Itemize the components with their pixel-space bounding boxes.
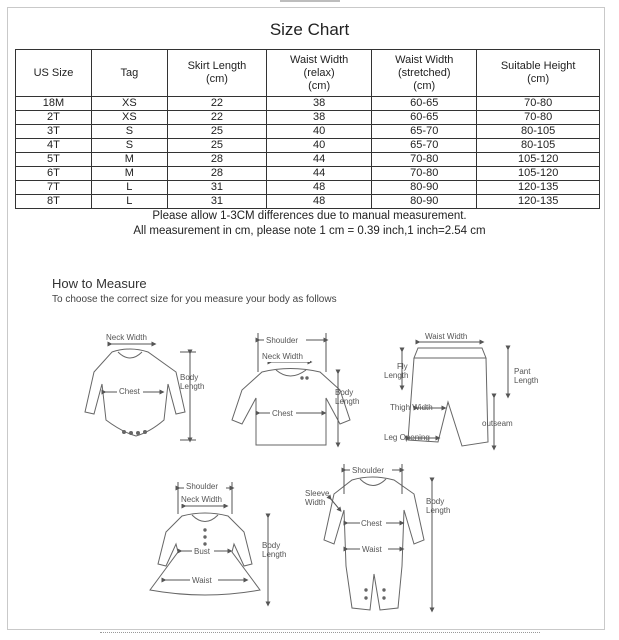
label-chest-2: Chest [272, 409, 293, 418]
table-cell: 2T [16, 111, 92, 125]
table-cell: 25 [167, 125, 266, 139]
table-cell: 48 [267, 181, 372, 195]
label-neck-width-1: Neck Width [106, 333, 147, 342]
table-cell: 18M [16, 97, 92, 111]
label-body-1b: Length [180, 382, 205, 391]
table-cell: 80-105 [477, 125, 600, 139]
table-cell: 40 [267, 139, 372, 153]
page-title: Size Chart [269, 20, 350, 39]
how-to-measure-subtitle: To choose the correct size for you measure your body as follows [52, 294, 337, 305]
table-cell: 38 [267, 111, 372, 125]
table-cell: 48 [267, 195, 372, 209]
label-pant-length: Length [514, 376, 539, 385]
column-header-line: Waist Width [395, 53, 454, 66]
label-body-4a: Body [426, 497, 445, 506]
table-cell: 120-135 [477, 195, 600, 209]
table-cell: 105-120 [477, 153, 600, 167]
table-cell: XS [91, 111, 167, 125]
label-fly: Fly [397, 362, 408, 371]
table-cell: 80-105 [477, 139, 600, 153]
table-cell: 31 [167, 195, 266, 209]
table-cell: 105-120 [477, 167, 600, 181]
table-cell: 70-80 [477, 97, 600, 111]
label-bust: Bust [194, 547, 211, 556]
column-header-line: Tag [120, 66, 139, 79]
table-cell: 8T [16, 195, 92, 209]
label-body-2a: Body [335, 388, 354, 397]
table-cell: 65-70 [372, 139, 477, 153]
table-cell: 4T [16, 139, 92, 153]
label-thigh-width: Thigh Width [390, 403, 433, 412]
table-cell: 38 [267, 97, 372, 111]
label-chest-1: Chest [119, 387, 140, 396]
label-body-4b: Length [426, 506, 451, 515]
label-chest-3: Chest [361, 519, 382, 528]
table-cell: 70-80 [477, 111, 600, 125]
table-cell: 65-70 [372, 125, 477, 139]
table-cell: 22 [167, 111, 266, 125]
label-waist-1: Waist [192, 576, 212, 585]
label-fly-length: Length [384, 371, 409, 380]
table-cell: 70-80 [372, 153, 477, 167]
column-header-line: (cm) [527, 73, 550, 85]
table-cell: S [91, 139, 167, 153]
column-header-line: (cm) [308, 79, 331, 92]
label-shoulder-2: Shoulder [186, 482, 219, 491]
table-cell: 7T [16, 181, 92, 195]
table-cell: 120-135 [477, 181, 600, 195]
romper-diagram [324, 464, 432, 610]
column-header-line: (cm) [205, 73, 228, 85]
table-cell: M [91, 167, 167, 181]
label-shoulder-1: Shoulder [266, 336, 299, 345]
table-cell: 28 [167, 153, 266, 167]
table-cell: 25 [167, 139, 266, 153]
bottom-strip [100, 632, 540, 637]
label-leg-opening: Leg Opening [384, 433, 430, 442]
table-cell: 44 [267, 167, 372, 181]
label-waist-2: Waist [362, 545, 382, 554]
table-cell: XS [91, 97, 167, 111]
table-cell: 60-65 [372, 111, 477, 125]
table-cell: L [91, 195, 167, 209]
label-outseam: outseam [482, 419, 513, 428]
table-cell: L [91, 181, 167, 195]
table-cell: 40 [267, 125, 372, 139]
table-cell: 60-65 [372, 97, 477, 111]
table-cell: 22 [167, 97, 266, 111]
label-body-1a: Body [180, 373, 199, 382]
label-body-3b: Length [262, 550, 287, 559]
table-cell: S [91, 125, 167, 139]
table-cell: 80-90 [372, 181, 477, 195]
column-header-line: US Size [33, 66, 74, 79]
table-cell: 6T [16, 167, 92, 181]
column-header-line: Skirt Length [187, 60, 247, 72]
label-shoulder-3: Shoulder [352, 466, 385, 475]
label-neck-width-3: Neck Width [181, 495, 222, 504]
column-header-line: Waist Width [290, 53, 349, 66]
column-header-line: Suitable Height [500, 60, 576, 72]
shirt-diagram [232, 333, 350, 445]
label-sleeve-width: Width [305, 498, 326, 507]
column-header-line: (cm) [413, 79, 436, 92]
label-neck-width-2: Neck Width [262, 352, 303, 361]
label-body-2b: Length [335, 397, 360, 406]
table-cell: 28 [167, 167, 266, 181]
table-cell: 70-80 [372, 167, 477, 181]
note-allowance: Please allow 1-3CM differences due to manual measurement. [152, 210, 467, 222]
table-cell: M [91, 153, 167, 167]
label-pant: Pant [514, 367, 531, 376]
table-cell: 44 [267, 153, 372, 167]
table-cell: 5T [16, 153, 92, 167]
table-cell: 80-90 [372, 195, 477, 209]
table-cell: 3T [16, 125, 92, 139]
label-body-3a: Body [262, 541, 281, 550]
table-cell: 31 [167, 181, 266, 195]
label-sleeve: Sleeve [305, 489, 330, 498]
column-header-line: (stretched) [397, 66, 451, 79]
column-header-line: (relax) [303, 66, 335, 79]
note-conversion: All measurement in cm, please note 1 cm = 0.39 inch,1 inch=2.54 cm [133, 225, 486, 237]
label-waist-width: Waist Width [425, 332, 468, 341]
how-to-measure-title: How to Measure [52, 276, 147, 291]
